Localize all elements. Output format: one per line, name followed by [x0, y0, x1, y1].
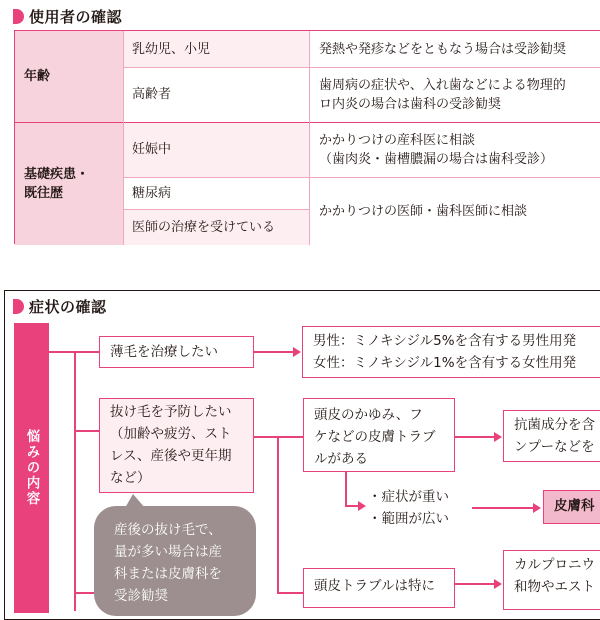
connector-line	[254, 436, 278, 438]
grid-line	[123, 67, 600, 68]
group-header-condition: 基礎疾患・ 既往歴	[15, 122, 123, 245]
connector-line	[455, 583, 495, 585]
connector-line	[74, 351, 76, 611]
grid-line	[123, 31, 124, 245]
box-minoxidil-result: 男性：ミノキシジル5%を含有する男性用発 女性：ミノキシジル1%を含有する女性用発	[302, 326, 600, 378]
connector-line	[345, 472, 347, 506]
connector-line	[345, 505, 359, 507]
section-title-user-check: 使用者の確認	[13, 6, 122, 27]
grid-line	[123, 177, 600, 178]
row-label-infant: 乳幼児、小児	[123, 31, 309, 67]
condition-severe: ・症状が重い	[368, 489, 449, 505]
section-title-symptom-check: 症状の確認	[13, 296, 107, 317]
connector-line	[277, 436, 279, 594]
row-desc-elderly: 歯周病の症状や、入れ歯などによる物理的 ロ内炎の場合は歯科の受診勧奨	[309, 67, 600, 122]
row-desc-pregnant: かかりつけの産科医に相談 （歯肉炎・歯槽膿漏の場合は歯科受診）	[309, 122, 600, 177]
box-dermatology: 皮膚科	[543, 490, 600, 524]
box-treat-thinning: 薄毛を治療したい	[99, 336, 254, 368]
arrow-right-icon	[358, 501, 366, 511]
arrow-right-icon	[494, 579, 502, 589]
grid-line	[309, 31, 310, 245]
postpartum-note-bubble: 産後の抜け毛で、 量が多い場合は産 科または皮膚科を 受診勧奨	[94, 506, 256, 616]
row-label-diabetes: 糖尿病	[123, 177, 309, 209]
box-antibacterial-shampoo: 抗菌成分を含 ンプーなどを	[503, 410, 600, 462]
condition-wide: ・範囲が広い	[368, 511, 449, 527]
grid-line	[123, 209, 309, 210]
user-check-table	[14, 30, 600, 244]
connector-line	[254, 351, 294, 353]
concern-side-label: 悩みの内容	[14, 323, 49, 613]
connector-line	[277, 592, 303, 594]
box-scalp-trouble: 頭皮のかゆみ、フ ケなどの皮膚トラブ ルがある	[303, 398, 455, 472]
box-scalp-trouble-especially: 頭皮トラブルは特に	[303, 568, 455, 608]
row-label-pregnant: 妊娠中	[123, 122, 309, 177]
connector-line	[74, 430, 99, 432]
row-desc-infant: 発熱や発疹などをともなう場合は受診勧奨	[309, 31, 600, 67]
group-header-age: 年齢	[15, 31, 123, 122]
section-bullet-icon	[13, 299, 24, 314]
arrow-right-icon	[533, 503, 541, 513]
arrow-right-icon	[293, 347, 301, 357]
connector-line	[455, 436, 495, 438]
row-label-elderly: 高齢者	[123, 67, 309, 122]
row-desc-shared: かかりつけの医師・歯科医師に相談	[309, 177, 600, 245]
row-label-under-treatment: 医師の治療を受けている	[123, 209, 309, 245]
arrow-right-icon	[494, 432, 502, 442]
connector-line	[472, 507, 534, 509]
section-bullet-icon	[13, 9, 24, 24]
grid-line	[15, 122, 600, 123]
connector-line	[277, 436, 303, 438]
box-prevent-hairloss: 抜け毛を予防したい （加齢や疲労、スト レス、産後や更年期 など）	[99, 398, 254, 493]
box-carpronium: カルプロニウ 和物やエスト	[503, 550, 600, 610]
